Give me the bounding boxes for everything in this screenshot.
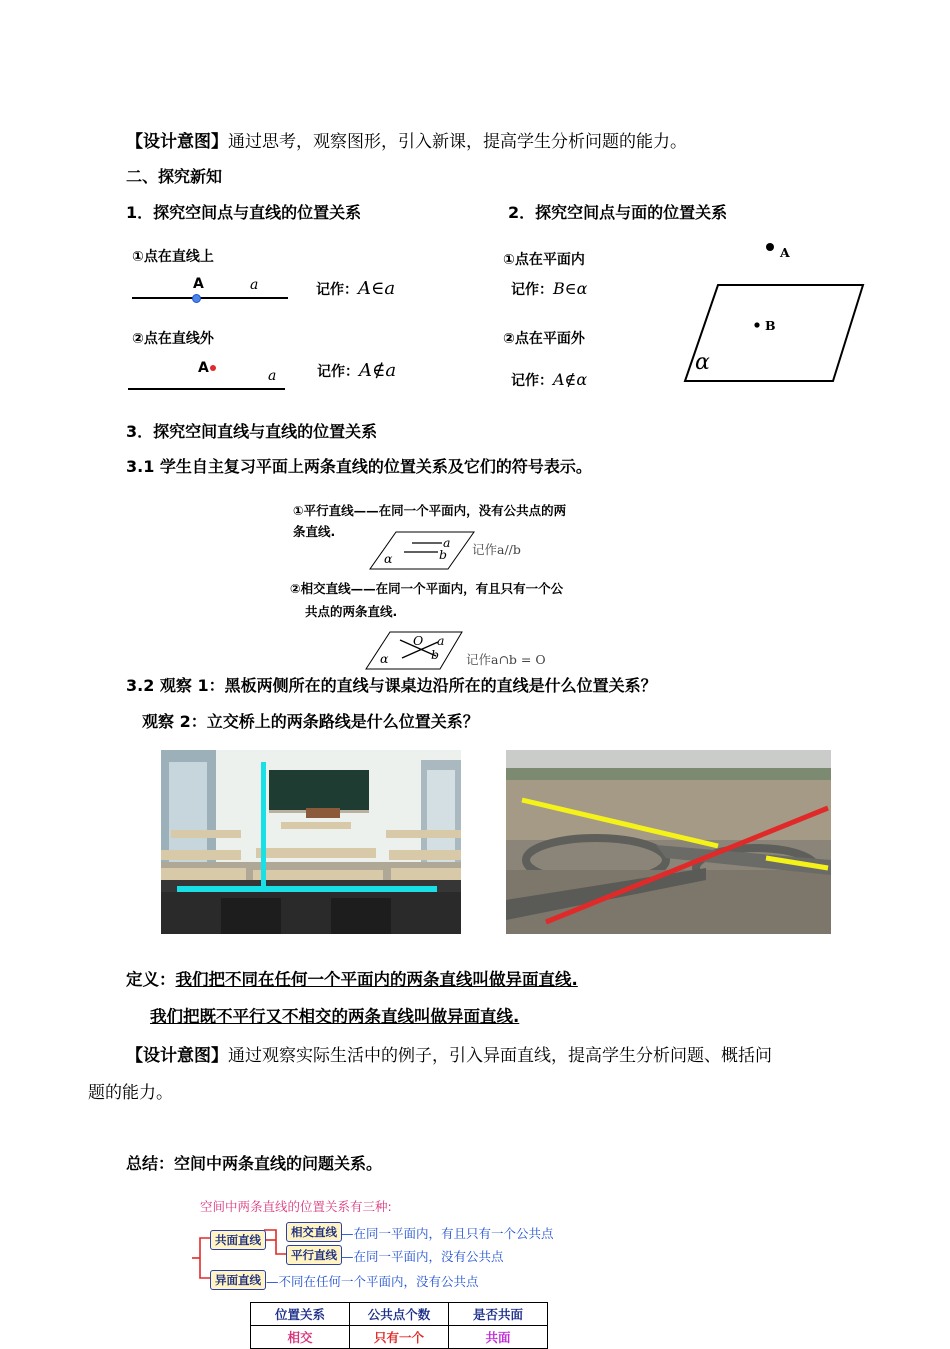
relation-table (250, 1302, 548, 1349)
design-intent-label: 【设计意图】 (126, 132, 228, 152)
design-intent-text: 通过思考，观察图形，引入新课，提高学生分析问题的能力。 (228, 132, 687, 152)
intersect-o: O (413, 633, 424, 648)
note-label: 记作： (317, 364, 359, 380)
note-expr: A∉a (359, 360, 397, 381)
point-a-above-plane (766, 243, 774, 251)
design-intent-2-cont: 题的能力。 (88, 1083, 173, 1103)
cyan-horizontal-line (177, 886, 437, 892)
intersect-def-line1: ②相交直线——在同一个平面内，有且只有一个公 (290, 581, 564, 596)
note-label: 记作： (511, 373, 553, 389)
table-header: 公共点个数 (350, 1303, 449, 1326)
definition-text-1: 我们把不同在任何一个平面内的两条直线叫做异面直线. (175, 970, 578, 989)
section-heading: 二、探究新知 (126, 167, 223, 186)
parallel-def-line1: ①平行直线——在同一个平面内，没有公共点的两 (293, 503, 567, 518)
table-cell: 共面 (449, 1326, 548, 1349)
tag-intersecting: 相交直线 (286, 1222, 342, 1242)
intersect-def-line2: 共点的两条直线. (305, 604, 398, 619)
table-header-row (251, 1303, 548, 1326)
note-in-plane (511, 279, 587, 299)
point-a-label: A (193, 276, 204, 292)
tag-coplanar: 共面直线 (210, 1230, 266, 1250)
design-intent-2 (126, 1041, 772, 1066)
parallel-b: b (439, 547, 448, 562)
parallel-note: 记作a//b (472, 542, 521, 557)
intersect-b: b (431, 647, 440, 662)
plane-alpha-label: α (695, 350, 710, 375)
heading-3-1: 3.1 学生自主复习平面上两条直线的位置关系及它们的符号表示。 (126, 457, 592, 476)
note-expr: B∈α (553, 279, 588, 298)
note-label: 记作： (511, 282, 553, 298)
intersect-alpha: α (380, 651, 389, 666)
definition-line2: 我们把既不平行又不相交的两条直线叫做异面直线. (150, 1007, 520, 1026)
table-header: 是否共面 (449, 1303, 548, 1326)
note-on-line (316, 278, 395, 299)
tag-parallel: 平行直线 (286, 1245, 342, 1265)
heading-line-line: 3．探究空间直线与直线的位置关系 (126, 422, 378, 441)
line-a-label: a (250, 277, 259, 293)
table-header: 位置关系 (251, 1303, 350, 1326)
note-expr: A∉α (553, 370, 588, 389)
diagram-title: 空间中两条直线的位置关系有三种: (200, 1199, 392, 1214)
summary-heading: 总结：空间中两条直线的问题关系。 (126, 1154, 383, 1173)
heading-point-plane: 2．探究空间点与面的位置关系 (508, 203, 728, 222)
parallel-a: a (443, 535, 451, 550)
point-in-plane-label: ①点在平面内 (503, 252, 585, 268)
definition-label: 定义： (126, 970, 176, 989)
tag-skew: 异面直线 (210, 1270, 266, 1290)
line-a (132, 297, 288, 299)
point-a-on-line (192, 294, 201, 303)
parallel-def-line2: 条直线. (293, 524, 336, 539)
heading-3-2: 3.2 观察 1：黑板两侧所在的直线与课桌边沿所在的直线是什么位置关系？ (126, 676, 657, 695)
cyan-vertical-line (261, 762, 266, 892)
table-cell: 只有一个 (350, 1326, 449, 1349)
note-expr: A∈a (358, 278, 396, 299)
parallel-alpha: α (384, 551, 393, 566)
plane-parallelogram (685, 285, 863, 381)
intersect-a: a (437, 633, 445, 648)
classroom-photo (161, 750, 461, 934)
design-intent-1 (126, 127, 687, 152)
skew-desc: —不同在任何一个平面内，没有公共点 (266, 1274, 479, 1289)
heading-point-line: 1．探究空间点与直线的位置关系 (126, 203, 362, 222)
note-label: 记作： (316, 282, 358, 298)
plane-point-a-label: A (780, 245, 790, 260)
overpass-photo (506, 750, 831, 934)
parallel-desc: —在同一平面内，没有公共点 (341, 1249, 504, 1264)
observation-2: 观察 2：立交桥上的两条路线是什么位置关系？ (142, 712, 479, 731)
note-off-line (317, 360, 396, 381)
table-cell: 相交 (251, 1326, 350, 1349)
point-a-off-label: A (198, 360, 209, 376)
point-off-line-label: ②点在直线外 (132, 331, 214, 347)
design-intent-text: 通过观察实际生活中的例子，引入异面直线，提高学生分析问题、概括问 (228, 1046, 772, 1066)
intersecting-desc: —在同一平面内，有且只有一个公共点 (341, 1226, 554, 1241)
line-a-label-2: a (268, 368, 277, 384)
point-out-plane-label: ②点在平面外 (503, 331, 585, 347)
plane-point-b-label: B (765, 318, 776, 333)
point-b-in-plane (754, 322, 759, 327)
design-intent-label: 【设计意图】 (126, 1046, 228, 1066)
line-a-2 (128, 388, 285, 390)
table-row (251, 1326, 548, 1349)
note-out-plane (511, 370, 587, 390)
definition-line1 (126, 966, 578, 990)
point-on-line-label: ①点在直线上 (132, 249, 214, 265)
point-a-off-line (210, 365, 216, 371)
intersect-note: 记作a∩b = O (466, 652, 546, 667)
